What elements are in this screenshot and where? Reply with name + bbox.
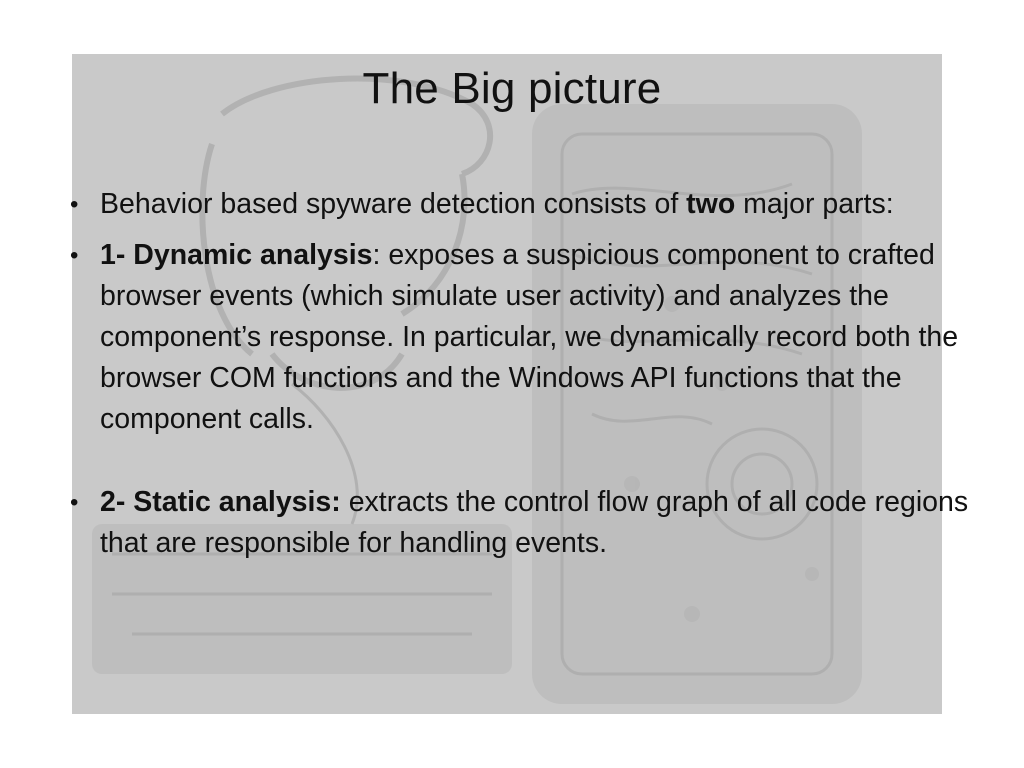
bullet-item	[70, 482, 975, 564]
bullet-text: extracts the control flow graph of all code regions that are responsible for handling events.	[100, 486, 969, 559]
bullet-heading: 1- Dynamic analysis	[100, 239, 373, 271]
bullet-heading: 2- Static analysis:	[100, 486, 341, 518]
bullet-point-icon: •	[70, 191, 79, 218]
bullet-point-icon: •	[70, 489, 79, 516]
bullet-emphasis: two	[686, 188, 736, 220]
slide-title: The Big picture	[362, 64, 662, 113]
bullet-item	[70, 184, 975, 225]
bullet-text: major parts:	[735, 188, 894, 220]
bullet-list	[70, 184, 975, 564]
bullet-point-icon: •	[70, 242, 79, 269]
bullet-text: : exposes a suspicious component to crafted browser events (which simulate user activity) and analyzes the component’s response. In particular, we dynamically record both the browser COM functions and the Windows API functions that the component calls.	[100, 239, 959, 435]
bullet-item	[70, 235, 975, 440]
bullet-text: Behavior based spyware detection consists of	[100, 188, 687, 220]
